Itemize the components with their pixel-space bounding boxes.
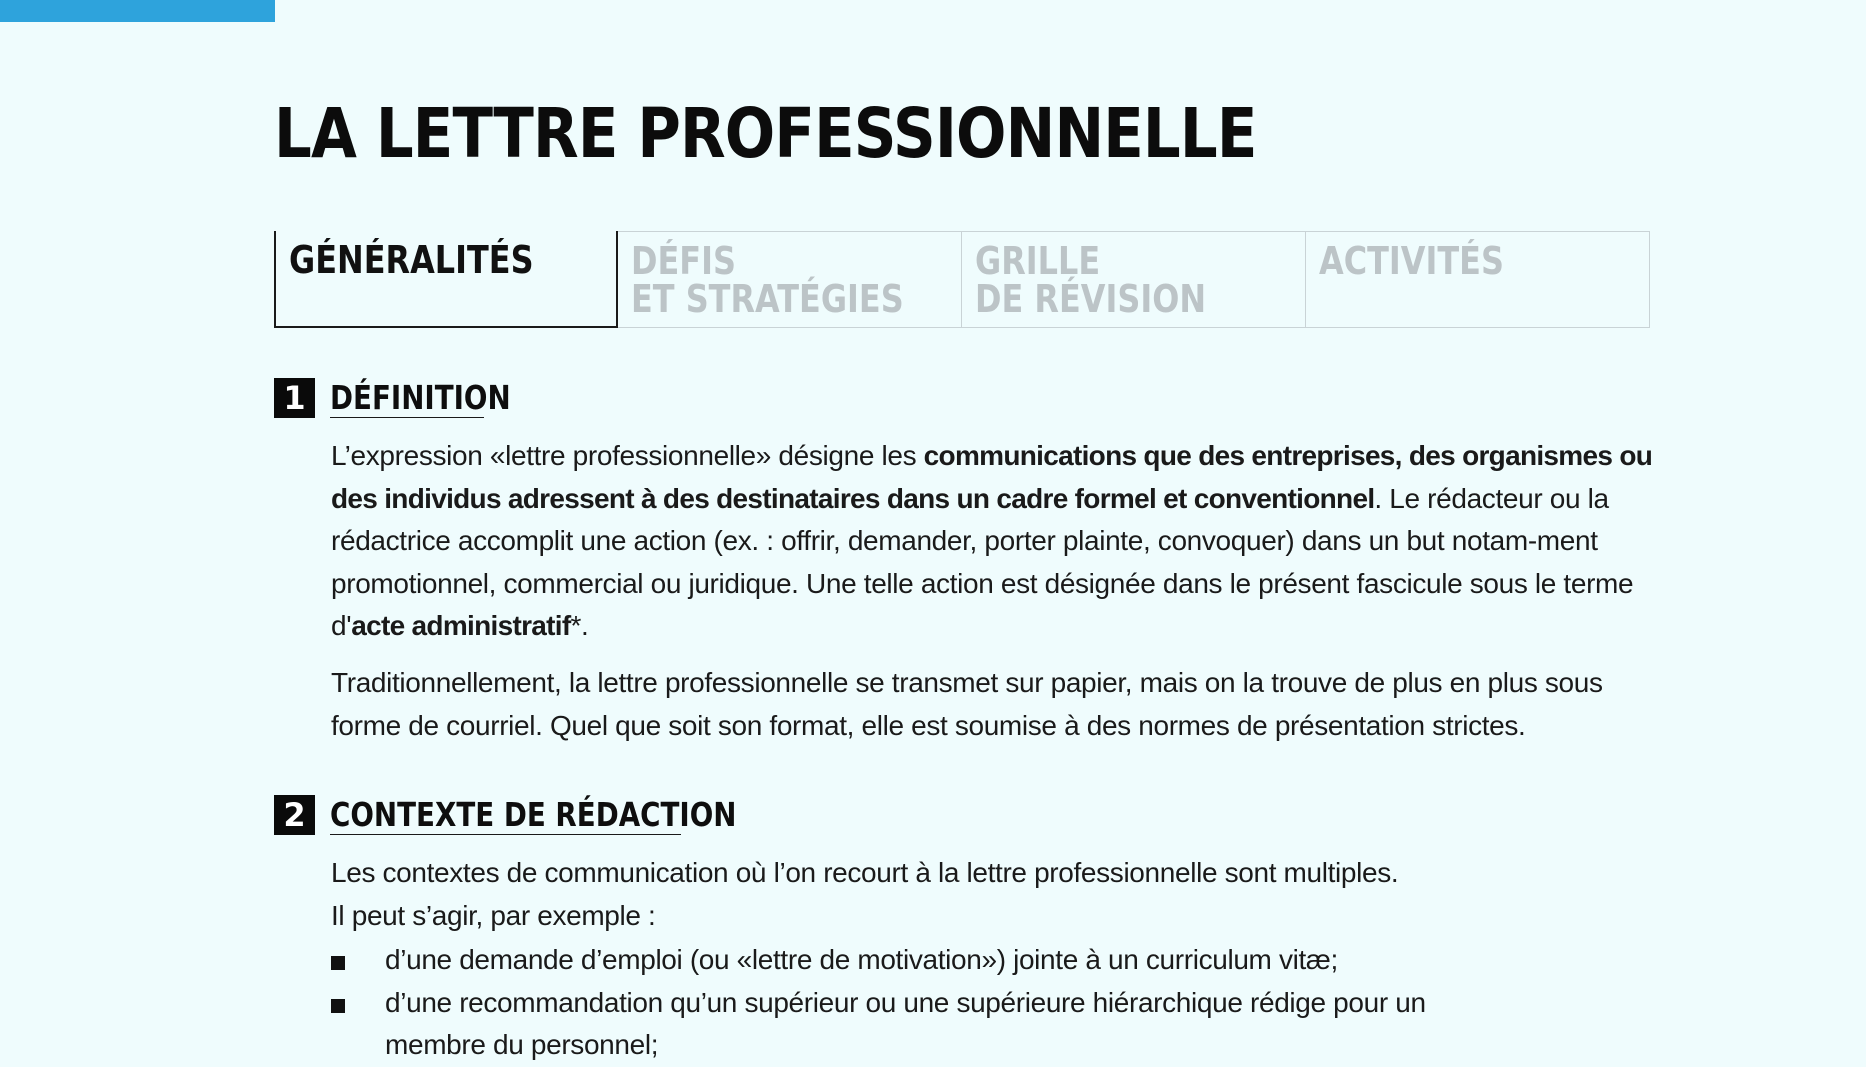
tab-activites[interactable] (1306, 231, 1650, 328)
section-heading-contexte (274, 795, 737, 835)
paragraph-text: *. (570, 610, 589, 641)
section-title-text: DÉFINITION (330, 378, 511, 417)
tab-label: DÉFIS ET STRATÉGIES (631, 239, 904, 321)
list-item (331, 939, 1485, 982)
example-list (331, 939, 1485, 1067)
accent-bar (0, 0, 275, 22)
tab-label: GÉNÉRALITÉS (289, 238, 534, 282)
list-item (331, 982, 1485, 1067)
section-number-badge: 1 (274, 378, 315, 418)
paragraph-text: L’expression «lettre professionnelle» désigne les (331, 440, 924, 471)
section-number-badge: 2 (274, 795, 315, 835)
tab-label: ACTIVITÉS (1319, 239, 1504, 283)
tab-defis-et-strategies[interactable] (618, 231, 962, 328)
tab-label: GRILLE DE RÉVISION (975, 239, 1207, 321)
tab-bar (274, 231, 1652, 328)
section-title (330, 795, 737, 835)
square-bullet-icon (331, 999, 345, 1013)
context-paragraph: Les contextes de communication où l’on recourt à la lettre professionnelle sont multiples. (331, 857, 1399, 888)
list-item-text: d’une demande d’emploi (ou «lettre de motivation») jointe à un curriculum vitæ; (385, 944, 1338, 975)
tab-generalites[interactable] (274, 231, 618, 328)
tab-grille-de-revision[interactable] (962, 231, 1306, 328)
emphasis-text: communications que des entreprises, des organismes ou des individus adressent à des destinataires dans un cadre formel et conventionnel (331, 440, 1653, 514)
section-heading-definition (274, 378, 511, 418)
definition-paragraph (331, 435, 1653, 648)
format-paragraph: Traditionnellement, la lettre professionnelle se transmet sur papier, mais on la trouve de plus en plus sous forme de courriel. Quel que soit son format, elle est soumise à des normes de présentation strictes. (331, 667, 1603, 741)
section-title (330, 378, 511, 418)
section-title-text: CONTEXTE DE RÉDACTION (330, 795, 737, 834)
square-bullet-icon (331, 956, 345, 970)
list-item-text: d’une recommandation qu’un supérieur ou une supérieure hiérarchique rédige pour un membre du personnel; (385, 986, 1426, 1060)
page-title: LA LETTRE PROFESSIONNELLE (274, 94, 1257, 174)
glossary-term: acte administratif (351, 610, 571, 641)
paragraph-text: . Le rédacteur ou la rédactrice accomplit une action (ex. : offrir, demander, porter plainte, convoquer) dans un but notam-ment promotionnel, commercial ou juridique. Une telle action est désignée dans le présent fascicule sous le terme d' (331, 482, 1634, 641)
example-intro: Il peut s’agir, par exemple : (331, 900, 656, 931)
